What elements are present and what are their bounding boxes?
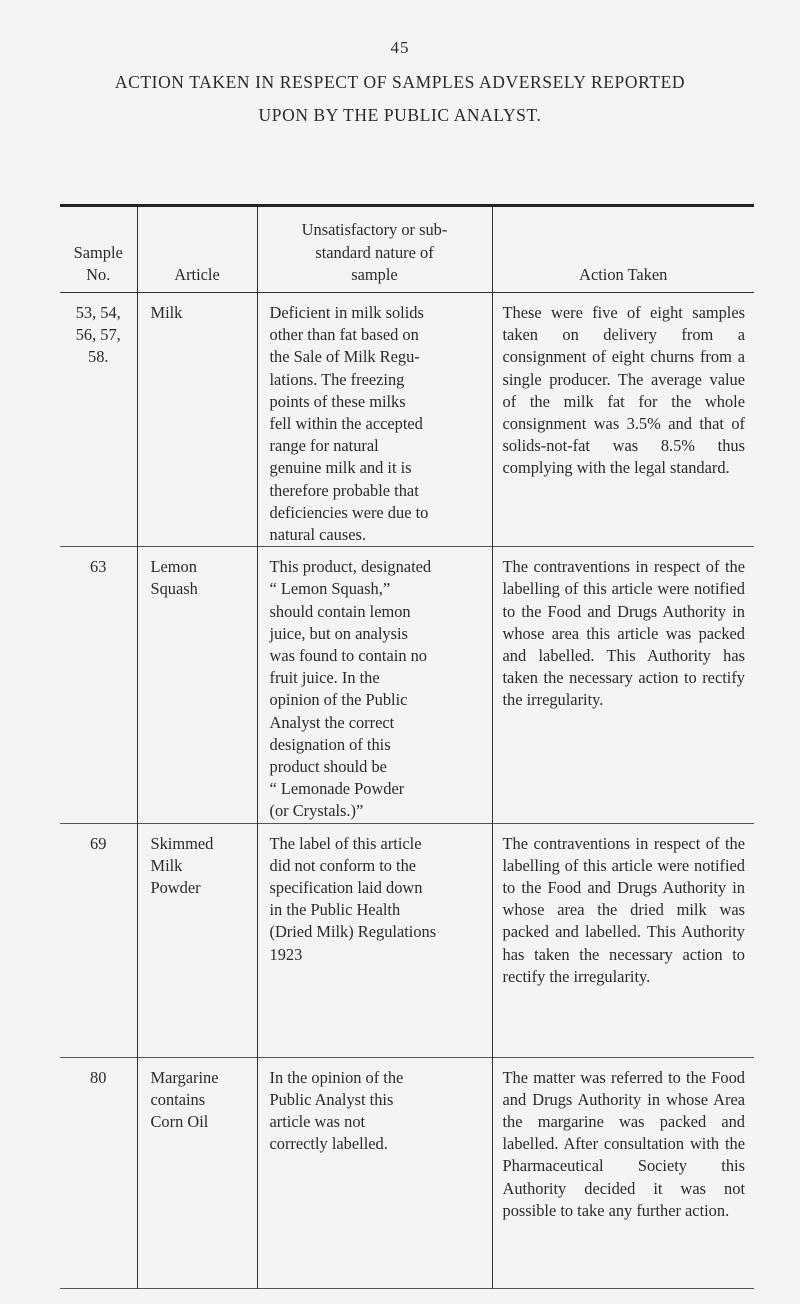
table-row: [60, 1057, 754, 1288]
cell-action: The contraventions in respect of the labelling of this article were notified to the Food and Drugs Authority in whose area the dried milk was packed and labelled. This Authority has taken the necessary action to rectify the irregularity.: [492, 823, 754, 1057]
cell-nature: Deficient in milk solids other than fat based on the Sale of Milk Regu- lations. The freezing points of these milks fell within the accepted range for natural genuine milk and it is therefore probable that deficiencies were due to natural causes.: [257, 293, 492, 547]
table-row: [60, 823, 754, 1057]
title-line-1: ACTION TAKEN IN RESPECT OF SAMPLES ADVERSELY REPORTED: [114, 72, 686, 92]
cell-action: The contraventions in respect of the labelling of this article were notified to the Food and Drugs Authority in whose area this article was packed and labelled. This Authority has taken the necessary action to rectify the irregularity.: [492, 547, 754, 823]
cell-nature: This product, designated “ Lemon Squash,” should contain lemon juice, but on analysis was found to contain no fruit juice. In the opinion of the Public Analyst the correct designation of this product should be “ Lemonade Powder (or Crystals.)”: [257, 547, 492, 823]
cell-sample-no: 80: [90, 1067, 107, 1087]
cell-article: Skimmed Milk Powder: [137, 823, 257, 1057]
cell-action: The matter was referred to the Food and Drugs Authority in whose Area the margarine was packed and labelled. After consultation with the Pharmaceutical Society this Authority decided it was not possible to take any further action.: [492, 1057, 754, 1288]
table-row: [60, 547, 754, 823]
cell-nature: In the opinion of the Public Analyst this article was not correctly labelled.: [257, 1057, 492, 1288]
samples-table: [60, 204, 754, 1289]
cell-article: Margarine contains Corn Oil: [137, 1057, 257, 1288]
header-sample-no: Sample No.: [60, 206, 137, 293]
title-line-2: UPON BY THE PUBLIC ANALYST.: [258, 105, 542, 125]
cell-nature: The label of this article did not conform to the specification laid down in the Public Health (Dried Milk) Regulations 1923: [257, 823, 492, 1057]
header-article: Article: [137, 206, 257, 293]
table-row: [60, 293, 754, 547]
table-header-row: [60, 206, 754, 293]
header-action: Action Taken: [492, 206, 754, 293]
cell-sample-no: 63: [90, 557, 107, 577]
page-number: 45: [390, 38, 410, 57]
page-title: [30, 66, 770, 132]
cell-article: Milk: [137, 293, 257, 547]
cell-sample-no: 53, 54, 56, 57, 58.: [75, 303, 121, 367]
cell-article: Lemon Squash: [137, 547, 257, 823]
cell-sample-no: 69: [90, 833, 107, 853]
header-nature: Unsatisfactory or sub- standard nature of sample: [257, 206, 492, 293]
cell-action: These were five of eight samples taken on delivery from a consignment of eight churns from a single producer. The average value of the milk fat for the whole consignment was 3.5% and that of solids-not-fat was 8.5% thus complying with the legal standard.: [492, 293, 754, 547]
